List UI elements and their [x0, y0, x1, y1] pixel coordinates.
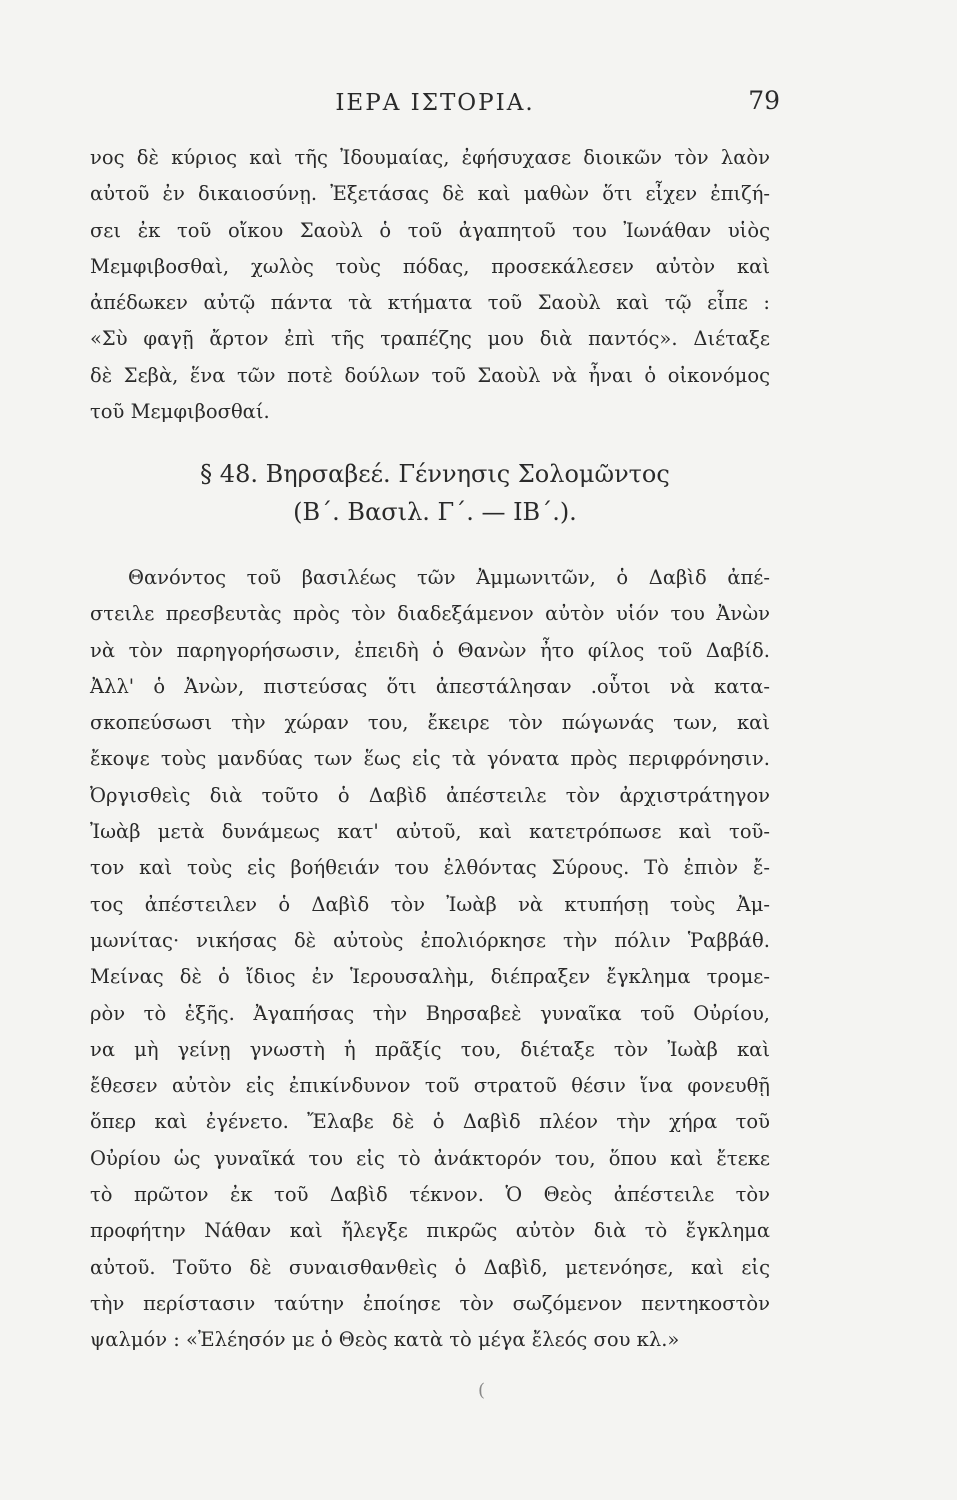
text-line: σκοπεύσωσι τὴν χώραν του, ἔκειρε τὸν πώγωνάς των, καὶ	[90, 711, 770, 735]
text-line: τος ἀπέστειλεν ὁ Δαβὶδ τὸν Ἰωὰβ νὰ κτυπήσῃ τοὺς Ἀμ-	[90, 892, 770, 916]
text-line: αὐτοῦ ἐν δικαιοσύνῃ. Ἐξετάσας δὲ καὶ μαθὼν ὅτι εἶχεν ἐπιζή-	[90, 182, 770, 206]
text-line: Ὀργισθεὶς διὰ τοῦτο ὁ Δαβὶδ ἀπέστειλε τὸν ἀρχιστράτηγον	[90, 783, 770, 807]
text-line: τὴν περίστασιν ταύτην ἐποίησε τὸν σωζόμενον πεντηκοστὸν	[90, 1291, 770, 1315]
text-line: νος δὲ κύριος καὶ τῆς Ἰδουμαίας, ἐφήσυχασε διοικῶν τὸν λαὸν	[90, 146, 770, 169]
text-line: ρὸν τὸ ἑξῆς. Ἀγαπήσας τὴν Βηρσαβεὲ γυναῖκα τοῦ Οὐρίου,	[90, 1001, 770, 1025]
text-line: «Σὺ φαγῇ ἄρτον ἐπὶ τῆς τραπέζης μου διὰ παντός». Διέταξε	[90, 327, 770, 351]
text-line: να μὴ γείνῃ γνωστὴ ἡ πρᾶξίς του, διέταξε τὸν Ἰωὰβ καὶ	[90, 1037, 770, 1061]
text-line: στειλε πρεσβευτὰς πρὸς τὸν διαδεξάμενον αὐτὸν υἱόν του Ἀνὼν	[90, 602, 770, 626]
paragraph-1	[90, 140, 770, 430]
text-line: σει ἐκ τοῦ οἴκου Σαοὺλ ὁ τοῦ ἀγαπητοῦ του Ἰωνάθαν υἱὸς	[90, 218, 770, 242]
text-line: Θανόντος τοῦ βασιλέως τῶν Ἀμμωνιτῶν, ὁ Δαβὶδ ἀπέ-	[128, 566, 770, 589]
text-line: ἀπέδωκεν αὐτῷ πάντα τὰ κτήματα τοῦ Σαοὺλ καὶ τῷ εἶπε :	[90, 291, 770, 315]
text-line: ἔθεσεν αὐτὸν εἰς ἐπικίνδυνον τοῦ στρατοῦ θέσιν ἵνα φονευθῇ	[90, 1074, 770, 1098]
section-heading	[90, 456, 780, 532]
text-line: Οὐρίου ὡς γυναῖκά του εἰς τὸ ἀνάκτορόν του, ὅπου καὶ ἔτεκε	[90, 1146, 770, 1170]
running-title: ΙΕΡΑ ΙΣΤΟΡΙΑ.	[335, 90, 535, 116]
paragraph-2	[90, 560, 770, 1359]
running-header	[90, 86, 780, 122]
section-reference: (Β΄. Βασιλ. Γ΄. — ΙΒ΄.).	[293, 498, 577, 526]
section-title: § 48. Βηρσαβεέ. Γέννησις Σολομῶντος	[200, 460, 670, 488]
text-line: Μείνας δὲ ὁ ἴδιος ἐν Ἱερουσαλὴμ, διέπραξεν ἔγκλημα τρομε-	[90, 965, 770, 989]
page-number: 79	[748, 86, 780, 115]
text-line: Ἀλλ' ὁ Ἀνὼν, πιστεύσας ὅτι ἀπεστάλησαν .οὗτοι νὰ κατα-	[90, 674, 770, 698]
text-line: ψαλμόν : «Ἐλέησόν με ὁ Θεὸς κατὰ τὸ μέγα ἔλεός σου κλ.»	[90, 1328, 680, 1352]
text-line: τοῦ Μεμφιβοσθαί.	[90, 400, 270, 424]
text-line: δὲ Σεβὰ, ἕνα τῶν ποτὲ δούλων τοῦ Σαοὺλ νὰ ἦναι ὁ οἰκονόμος	[90, 363, 770, 387]
text-line: Μεμφιβοσθαὶ, χωλὸς τοὺς πόδας, προσεκάλεσεν αὐτὸν καὶ	[90, 254, 770, 278]
stray-ink-mark: (	[478, 1380, 486, 1401]
text-line: τον καὶ τοὺς εἰς βοήθειάν του ἐλθόντας Σύρους. Τὸ ἐπιὸν ἔ-	[90, 856, 770, 880]
text-line: ἔκοψε τοὺς μανδύας των ἕως εἰς τὰ γόνατα πρὸς περιφρόνησιν.	[90, 747, 770, 771]
text-line: ὅπερ καὶ ἐγένετο. Ἔλαβε δὲ ὁ Δαβὶδ πλέον τὴν χήρα τοῦ	[90, 1110, 770, 1134]
text-line: Ἰωὰβ μετὰ δυνάμεως κατ' αὐτοῦ, καὶ κατετρόπωσε καὶ τοῦ-	[90, 820, 770, 844]
text-line: τὸ πρῶτον ἐκ τοῦ Δαβὶδ τέκνον. Ὁ Θεὸς ἀπέστειλε τὸν	[90, 1183, 770, 1207]
text-line: μωνίτας· νικήσας δὲ αὐτοὺς ἐπολιόρκησε τὴν πόλιν Ῥαββάθ.	[90, 928, 770, 952]
text-line: αὐτοῦ. Τοῦτο δὲ συναισθανθεὶς ὁ Δαβὶδ, μετενόησε, καὶ εἰς	[90, 1255, 770, 1279]
text-line: νὰ τὸν παρηγορήσωσιν, ἐπειδὴ ὁ Θανὼν ἦτο φίλος τοῦ Δαβίδ.	[90, 638, 770, 662]
text-line: προφήτην Νάθαν καὶ ἤλεγξε πικρῶς αὐτὸν διὰ τὸ ἔγκλημα	[90, 1219, 770, 1243]
